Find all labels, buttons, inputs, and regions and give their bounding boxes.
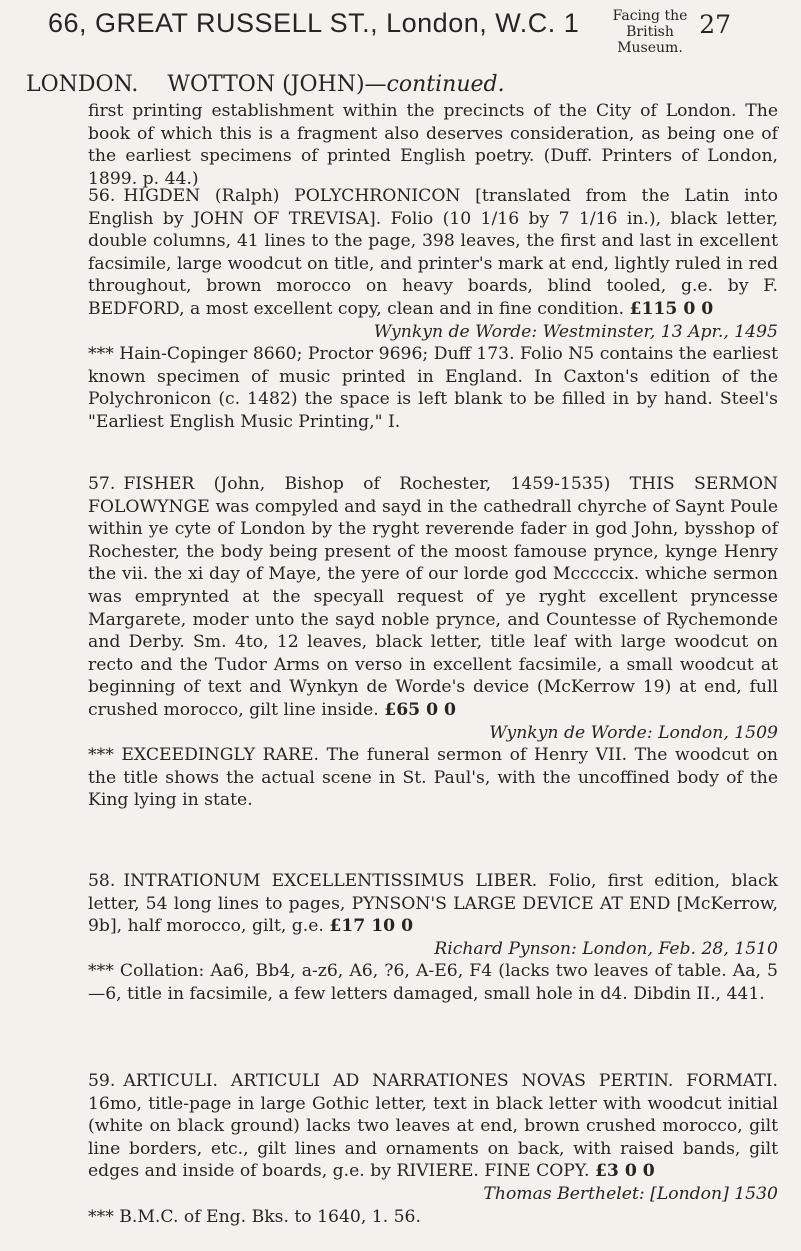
page-number: 27 <box>699 10 731 39</box>
catalogue-entry-56 <box>88 185 778 434</box>
section-continued: continued. <box>386 72 505 97</box>
entry-price: £3 0 0 <box>594 1161 655 1182</box>
entry-note: *** B.M.C. of Eng. Bks. to 1640, 1. 56. <box>88 1206 421 1227</box>
entry-note: *** EXCEEDINGLY RARE. The funeral sermon of Henry VII. The woodcut on the title shows the actual scene in St. Paul's, with the uncoffined body of the King lying in state. <box>88 745 778 811</box>
section-heading <box>26 72 505 97</box>
entry-imprint: Wynkyn de Worde: Westminster, 13 Apr., 1495 <box>373 321 778 342</box>
header-note: Facing the British Museum. <box>612 8 688 56</box>
entry-body <box>88 473 778 722</box>
entry-number: 59. <box>88 1071 116 1091</box>
intro-paragraph: first printing establishment within the precincts of the City of London. The book of which this is a fragment also deserves consideration, as being one of the earliest specimens of printed English poetry. (Duff. Printers of London, 1899. p. 44.) <box>88 101 778 189</box>
entry-description: HIGDEN (Ralph) POLYCHRONICON [translated from the Latin into English by JOHN OF TREVISA]. Folio (10 1/16 by 7 1/16 in.), black letter, double columns, 41 lines to the page, 398 leaves, the first and last in excellent facsimile, large woodcut on title, and printer's mark at end, lightly ruled in red throughout, brown morocco on heavy boards, blind tooled, g.e. by F. BEDFORD, a most excellent copy, clean and in fine condition. <box>88 186 778 319</box>
entry-body <box>88 1070 778 1183</box>
entry-body <box>88 185 778 321</box>
entry-description: INTRATIONUM EXCELLENTISSIMUS LIBER. Folio, first edition, black letter, 54 long lines to pages, PYNSON'S LARGE DEVICE AT END [McKerrow, 9b], half morocco, gilt, g.e. <box>88 871 778 937</box>
page-header <box>46 0 775 68</box>
entry-body <box>88 870 778 938</box>
entry-number: 56. <box>88 186 116 206</box>
header-title: 66, GREAT RUSSELL ST., London, W.C. 1 <box>48 8 580 38</box>
section-author: WOTTON (JOHN)— <box>167 72 387 97</box>
entry-description: FISHER (John, Bishop of Rochester, 1459-1535) THIS SERMON FOLOWYNGE was compyled and sayd in the cathedrall chyrche of Saynt Poule within ye cyte of London by the ryght reverende fader in god John, bysshop of Rochester, the body being present of the moost famouse prynce, kynge Henry the vii. the xi day of Maye, the yere of our lorde god Mcccccix. whiche sermon was emprynted at the specyall request of ye ryght excellent pryncesse Margarete, moder unto the sayd noble prynce, and Countesse of Rychemonde and Derby. Sm. 4to, 12 leaves, black letter, title leaf with large woodcut on recto and the Tudor Arms on verso in excellent facsimile, a small woodcut at beginning of text and Wynkyn de Worde's device (McKerrow 19) at end, full crushed morocco, gilt line inside. <box>88 474 778 720</box>
entry-imprint: Wynkyn de Worde: London, 1509 <box>489 722 778 743</box>
entry-price: £17 10 0 <box>329 916 414 937</box>
entry-number: 58. <box>88 871 116 891</box>
entry-imprint: Richard Pynson: London, Feb. 28, 1510 <box>434 938 778 959</box>
entry-number: 57. <box>88 474 116 494</box>
catalogue-entry-58 <box>88 870 778 1006</box>
entry-description: ARTICULI. ARTICULI AD NARRATIONES NOVAS PERTIN. FORMATI. 16mo, title-page in large Gothic letter, text in black letter with woodcut initial (white on black ground) lacks two leaves at end, brown crushed morocco, gilt line borders, etc., gilt lines and ornaments on back, with raised bands, gilt edges and inside of boards, g.e. by RIVIERE. FINE COPY. <box>88 1071 778 1182</box>
entry-price: £115 0 0 <box>629 298 714 319</box>
section-name: LONDON. <box>26 72 139 97</box>
entry-note: *** Hain-Copinger 8660; Proctor 9696; Duff 173. Folio N5 contains the earliest known specimen of music printed in England. In Caxton's edition of the Polychronicon (c. 1482) the space is left blank to be filled in by hand. Steel's "Earliest English Music Printing," I. <box>88 344 778 432</box>
entry-note: *** Collation: Aa6, Bb4, a-z6, A6, ?6, A-E6, F4 (lacks two leaves of table. Aa, 5—6, title in facsimile, a few letters damaged, small hole in d4. Dibdin II., 441. <box>88 961 778 1004</box>
catalogue-entry-59 <box>88 1070 778 1228</box>
entry-imprint: Thomas Berthelet: [London] 1530 <box>483 1183 778 1204</box>
entry-price: £65 0 0 <box>384 699 456 720</box>
catalogue-entry-57 <box>88 473 778 812</box>
